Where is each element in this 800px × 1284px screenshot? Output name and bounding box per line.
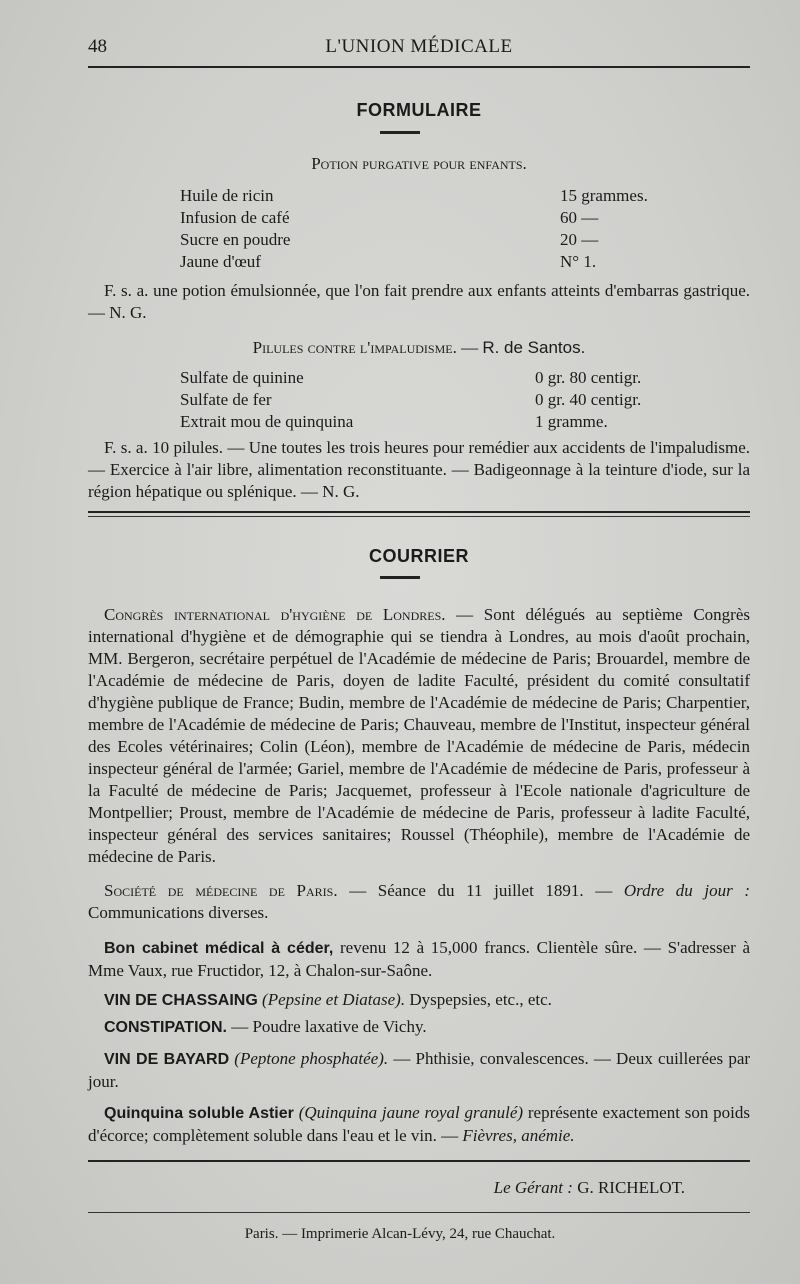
ingredient-name: Sulfate de fer [180,390,272,409]
societe-italic: Ordre du jour : [623,881,750,900]
ad-bayard [88,1048,750,1093]
ingredient-qty: 0 gr. 80 centigr. [535,368,642,387]
section-rule-thin [88,516,750,517]
ad-bold: VIN DE CHASSAING [104,992,258,1009]
ingredient-qty: 0 gr. 40 centigr. [535,390,642,409]
ad-text: revenu 12 à 15,000 francs. Clientèle sûre. — S'adresser à Mme Vaux, rue Fructidor, 12, à Chalon-sur-Saône. [88,938,751,980]
congres-paragraph [88,604,750,868]
potion-ingredient [180,208,710,230]
ingredient-name: Jaune d'œuf [180,252,261,271]
societe-paragraph [88,880,750,924]
pilules-note: F. s. a. 10 pilules. — Une toutes les trois heures pour remédier aux accidents de l'impaludisme. — Exercice à l'air libre, alimentation reconstituante. — Badigeonnage à la teinture d'iode, sur la région hépatique ou splénique. — N. G. [88,438,750,501]
page-number: 48 [88,36,107,57]
ad-text: — Phthisie, convalescences. — Deux cuillerées par jour. [88,1049,751,1091]
journal-title: L'UNION MÉDICALE [325,36,513,57]
ad-astier [88,1102,750,1147]
ingredient-name: Extrait mou de quinquina [180,412,354,431]
ad-italic: (Peptone phosphatée). [234,1049,389,1068]
title-dash [380,131,420,134]
pilules-title-text: Pilules contre l'impaludisme. — [252,338,479,357]
ad-cabinet [88,937,750,982]
ingredient-name: Huile de ricin [180,186,274,205]
pilules-ingredient [180,412,710,434]
ingredient-qty: 1 gramme. [535,412,608,431]
ingredient-qty: 20 — [560,230,599,249]
ad-italic: (Pepsine et Diatase). [262,990,406,1009]
potion-ingredient [180,230,710,252]
ad-text: Dyspepsies, etc., etc. [409,990,552,1009]
footer-rule [88,1160,750,1162]
footer-rule-thin [88,1212,750,1213]
title-dash [380,576,420,579]
ad-text: — Poudre laxative de Vichy. [231,1017,427,1036]
gerant-name: G. RICHELOT. [577,1178,685,1197]
section-rule [88,511,750,513]
ad-constipation [88,1016,750,1039]
ad-bold: Quinquina soluble Astier [104,1105,294,1122]
pilules-title [88,338,750,358]
ad-chassaing [88,989,750,1012]
ad-bold: CONSTIPATION. [104,1019,227,1036]
ad-italic-tail: Fièvres, anémie. [462,1126,575,1145]
ad-bold: VIN DE BAYARD [104,1051,230,1068]
courrier-title: COURRIER [368,546,469,566]
potion-ingredient [180,252,710,274]
ingredient-qty: 60 — [560,208,599,227]
running-header [88,36,750,60]
formulaire-title: FORMULAIRE [356,100,482,120]
pilules-author: R. de Santos. [482,338,586,357]
ingredient-name: Sucre en poudre [180,230,291,249]
societe-heading: Société de médecine de Paris. [104,881,338,900]
pilules-ingredient [180,390,710,412]
pilules-ingredient [180,368,710,390]
societe-tail: Communications diverses. [88,903,269,922]
potion-title: Potion purgative pour enfants. [311,154,527,173]
congres-heading: Congrès international d'hygiène de Londres. [104,605,446,624]
gerant-signature [494,1178,685,1198]
ingredient-name: Sulfate de quinine [180,368,304,387]
ad-italic: (Quinquina jaune royal granulé) [298,1103,524,1122]
header-rule [88,66,750,68]
printer-imprint: Paris. — Imprimerie Alcan-Lévy, 24, rue Chauchat. [244,1226,556,1242]
ad-text: représente exactement son poids d'écorce; complètement soluble dans l'eau et le vin. — [88,1103,751,1145]
ingredient-name: Infusion de café [180,208,290,227]
gerant-label: Le Gérant : [493,1178,573,1197]
potion-note: F. s. a. une potion émulsionnée, que l'on fait prendre aux enfants atteints d'embarras gastrique. — N. G. [88,281,750,322]
societe-text: — Séance du 11 juillet 1891. — [349,881,613,900]
potion-ingredient [180,186,710,208]
ad-bold: Bon cabinet médical à céder, [104,940,334,957]
ingredient-qty: N° 1. [560,252,597,271]
ingredient-qty: 15 grammes. [560,186,648,205]
congres-text: — Sont délégués au septième Congrès international d'hygiène et de démographie qui se tiendra à Londres, au mois d'août prochain, MM. Bergeron, secrétaire perpétuel de l'Académie de médecine de Paris; Brouardel, membre de l'Académie de médecine de Paris, doyen de ladite Faculté, président du comité consultatif d'hygiène publique de France; Budin, membre de l'Académie de médecine de Paris; Charpentier, membre de l'Académie de médecine de Paris; Chauveau, membre de l'Institut, inspecteur général des Ecoles vétérinaires; Colin (Léon), membre de l'Académie de médecine de Paris, médecin inspecteur général de l'armée; Gariel, membre de l'Académie de médecine de Paris, professeur à la Faculté de médecine de Paris; Jacquemet, professeur à l'Ecole nationale d'agriculture de Montpellier; Proust, membre de l'Académie de médecine de Paris, professeur à ladite Faculté, inspecteur général des services sanitaires; Roussel (Théophile), membre de l'Académie de médecine de Paris. [88,605,751,866]
